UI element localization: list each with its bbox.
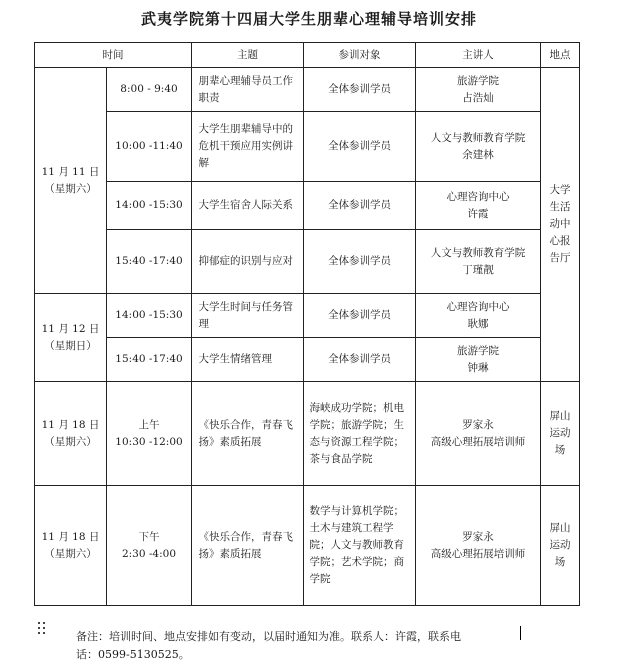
table-row: [35, 230, 580, 294]
weekday-text: （星期六）: [44, 435, 97, 448]
speaker-org: 心理咨询中心: [446, 190, 510, 203]
note-line-2: 话：0599-5130525。: [76, 648, 190, 661]
theme-cell: [192, 338, 304, 382]
speaker-cell: [416, 68, 541, 112]
location-text: 大学生活动中心报告厅: [549, 184, 571, 264]
theme-cell: [192, 68, 304, 112]
speaker-cell: [416, 230, 541, 294]
header-speaker: 主讲人: [416, 43, 541, 68]
time-cell: 8:00 - 9:40: [107, 68, 192, 112]
date-cell: [35, 294, 107, 382]
text-cursor: [520, 626, 521, 640]
speaker-name: 耿娜: [467, 317, 489, 330]
theme-text: 大学生朋辈辅导中的危机干预应用实例讲解: [198, 123, 293, 169]
header-time: 时间: [35, 43, 192, 68]
speaker-name: 占浩灿: [462, 91, 494, 104]
speaker-name: 罗家永: [462, 530, 494, 543]
header-audience: 参训对象: [304, 43, 416, 68]
table-row: [35, 382, 580, 486]
table-row: [35, 112, 580, 182]
weekday-text: （星期日）: [44, 339, 97, 352]
theme-cell: [192, 382, 304, 486]
period-text: 上午: [138, 418, 160, 431]
table-row: [35, 294, 580, 338]
table-header-row: [35, 43, 580, 68]
speaker-cell: [416, 182, 541, 230]
date-cell: [35, 68, 107, 294]
table-row: [35, 182, 580, 230]
header-theme: 主题: [192, 43, 304, 68]
period-text: 下午: [138, 530, 160, 543]
table-row: [35, 338, 580, 382]
time-cell: 15:40 -17:40: [107, 338, 192, 382]
date-text: 11 月 18 日: [41, 530, 100, 543]
theme-text: 朋辈心理辅导员工作职责: [198, 74, 293, 104]
table-row: [35, 486, 580, 606]
time-cell: 15:40 -17:40: [107, 230, 192, 294]
audience-cell: 全体参训学员: [304, 294, 416, 338]
time-cell: [107, 382, 192, 486]
location-cell: [541, 68, 580, 382]
audience-cell: [304, 486, 416, 606]
table-move-handle-icon[interactable]: [38, 622, 48, 636]
theme-cell: [192, 294, 304, 338]
note-line-1: 备注：培训时间、地点安排如有变动，以届时通知为准。联系人：许霞，联系电: [76, 630, 461, 643]
header-location: 地点: [541, 43, 580, 68]
speaker-org: 人文与教师教育学院: [430, 131, 526, 144]
date-cell: [35, 382, 107, 486]
audience-cell: 全体参训学员: [304, 112, 416, 182]
time-cell: 10:00 -11:40: [107, 112, 192, 182]
speaker-org: 心理咨询中心: [446, 300, 510, 313]
theme-text: 大学生宿舍人际关系: [198, 199, 293, 211]
speaker-org: 旅游学院: [457, 344, 499, 357]
audience-cell: 全体参训学员: [304, 68, 416, 112]
time-cell: 14:00 -15:30: [107, 294, 192, 338]
speaker-org: 人文与教师教育学院: [430, 246, 526, 259]
speaker-cell: [416, 112, 541, 182]
audience-cell: [304, 382, 416, 486]
speaker-cell: [416, 486, 541, 606]
speaker-name: 罗家永: [462, 418, 494, 431]
weekday-text: （星期六）: [44, 182, 97, 195]
date-text: 11 月 11 日: [41, 165, 100, 178]
theme-text: 大学生情绪管理: [198, 353, 272, 365]
location-text: 屏山运动场: [549, 522, 571, 568]
audience-cell: 全体参训学员: [304, 182, 416, 230]
speaker-name: 许霞: [467, 207, 489, 220]
audience-text: 海峡成功学院；机电学院；旅游学院；生态与资源工程学院；茶与食品学院: [309, 401, 404, 465]
theme-text: 《快乐合作，青春飞扬》素质拓展: [198, 530, 293, 560]
schedule-table: [34, 42, 580, 606]
speaker-cell: [416, 294, 541, 338]
theme-text: 大学生时间与任务管理: [198, 300, 293, 330]
time-cell: [107, 486, 192, 606]
theme-text: 抑郁症的识别与应对: [198, 255, 293, 267]
theme-cell: [192, 112, 304, 182]
location-cell: [541, 382, 580, 486]
location-cell: [541, 486, 580, 606]
audience-text: 数学与计算机学院；土木与建筑工程学院；人文与教师教育学院；艺术学院；商学院: [309, 505, 404, 585]
speaker-name: 钟琳: [467, 361, 489, 374]
theme-cell: [192, 486, 304, 606]
date-cell: [35, 486, 107, 606]
location-text: 屏山运动场: [549, 410, 571, 456]
date-text: 11 月 12 日: [41, 322, 100, 335]
theme-cell: [192, 182, 304, 230]
speaker-cell: [416, 338, 541, 382]
audience-cell: 全体参训学员: [304, 230, 416, 294]
weekday-text: （星期六）: [44, 547, 97, 560]
speaker-cell: [416, 382, 541, 486]
date-text: 11 月 18 日: [41, 418, 100, 431]
speaker-org: 旅游学院: [457, 74, 499, 87]
speaker-org: 高级心理拓展培训师: [430, 435, 526, 448]
time-text: 2:30 -4:00: [121, 547, 177, 560]
time-text: 10:30 -12:00: [115, 435, 183, 448]
theme-text: 《快乐合作，青春飞扬》素质拓展: [198, 418, 293, 448]
time-cell: 14:00 -15:30: [107, 182, 192, 230]
audience-cell: 全体参训学员: [304, 338, 416, 382]
speaker-org: 高级心理拓展培训师: [430, 547, 526, 560]
document-title: 武夷学院第十四届大学生朋辈心理辅导培训安排: [140, 10, 477, 28]
speaker-name: 余建林: [462, 148, 494, 161]
table-row: [35, 68, 580, 112]
speaker-name: 丁瑾靓: [462, 263, 494, 276]
theme-cell: [192, 230, 304, 294]
